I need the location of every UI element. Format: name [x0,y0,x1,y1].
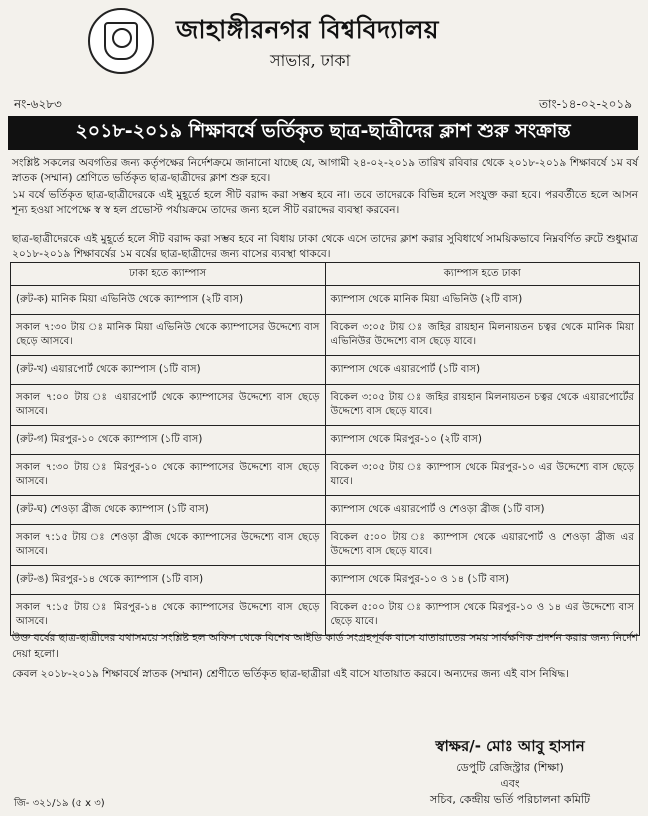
table-row [11,286,640,315]
cell-campus-to-dhaka: ক্যাম্পাস থেকে এয়ারপোর্ট (১টি বাস) [325,356,640,385]
signature-block [380,735,640,808]
cell-dhaka-to-campus: সকাল ৭:১৫ টায় ঃ শেওড়া ব্রীজ থেকে ক্যাম্পাসের উদ্দেশ্যে বাস ছেড়ে আসবে। [11,525,326,566]
paragraph-intro: সংশ্লিষ্ট সকলের অবগতির জন্য কর্তৃপক্ষের নির্দেশক্রমে জানানো যাচ্ছে যে, আগামী ২৪-০২-২০১৯ তারিখ রবিবার থেকে ২০১৮-২০১৯ শিক্ষাবর্ষে ১ম বর্ষ স্নাতক (সম্মান) শ্রেণিতে ভর্তিকৃত ছাত্র-ছাত্রীদের ক্লাশ শুরু হবে। [12,157,638,184]
table-header-row [11,263,640,286]
reference-number: নং-৬২৮৩ [14,97,62,111]
notice-date: তাং-১৪-০২-২০১৯ [539,97,632,111]
cell-campus-to-dhaka: বিকেল ৩:০৫ টায় ঃ জহির রায়হান মিলনায়তন চত্বর থেকে মানিক মিয়া এভিনিউর উদ্দেশ্যে বাস ছেড়ে যাবে। [325,315,640,356]
logo-emblem [112,28,132,48]
cell-campus-to-dhaka: ক্যাম্পাস থেকে মিরপুর-১০ ও ১৪ (১টি বাস) [325,566,640,595]
signatory-and: এবং [500,777,520,790]
table-row [11,426,640,455]
signatory-committee: সচিব, কেন্দ্রীয় ভর্তি পরিচালনা কমিটি [429,793,591,806]
notice-title-text: ২০১৮-২০১৯ শিক্ষাবর্ষে ভর্তিকৃত ছাত্র-ছাত্রীদের ক্লাশ শুরু সংক্রান্ত [75,120,571,142]
table-row [11,566,640,595]
table-row [11,315,640,356]
cell-campus-to-dhaka: বিকেল ৩:০৫ টায় ঃ জহির রায়হান মিলনায়তন চত্বর থেকে এয়ারপোর্টের উদ্দেশ্যে বাস ছেড়ে যাবে। [325,385,640,426]
table-row [11,356,640,385]
header-dhaka-to-campus: ঢাকা হতে ক্যাম্পাস [11,263,326,286]
cell-campus-to-dhaka: ক্যাম্পাস থেকে মিরপুর-১০ (২টি বাস) [325,426,640,455]
table-row [11,525,640,566]
university-location: সাভার, ঢাকা [270,51,351,70]
cell-campus-to-dhaka: ক্যাম্পাস থেকে এয়ারপোর্ট ও শেওড়া ব্রীজ (১টি বাস) [325,496,640,525]
cell-campus-to-dhaka: বিকেল ৩:০৫ টায় ঃ ক্যাম্পাস থেকে মিরপুর-১০ এর উদ্দেশ্যে বাস ছেড়ে যাবে। [325,455,640,496]
signatory-designation: ডেপুটি রেজিস্ট্রার (শিক্ষা) [456,761,564,774]
header-campus-to-dhaka: ক্যাম্পাস হতে ঢাকা [325,263,640,286]
cell-campus-to-dhaka: বিকেল ৫:০০ টায় ঃ ক্যাম্পাস থেকে এয়ারপোর্ট ও শেওড়া ব্রীজ এর উদ্দেশ্যে বাস ছেড়ে যাবে। [325,525,640,566]
university-logo-icon [88,8,154,74]
notice-title [8,116,638,150]
table-row [11,455,640,496]
table-row [11,496,640,525]
cell-dhaka-to-campus: (রুট-ঙ) মিরপুর-১৪ থেকে ক্যাম্পাস (১টি বাস) [11,566,326,595]
memo-code: জি- ৩২১/১৯ (৫ x ৩) [14,798,105,809]
signatory-name: স্বাক্ষর/- মোঃ আবু হাসান [435,737,585,755]
cell-dhaka-to-campus: (রুট-খ) এয়ারপোর্ট থেকে ক্যাম্পাস (১টি বাস) [11,356,326,385]
university-name: জাহাঙ্গীরনগর বিশ্ববিদ্যালয় [176,15,439,44]
cell-dhaka-to-campus: (রুট-গ) মিরপুর-১০ থেকে ক্যাম্পাস (১টি বাস) [11,426,326,455]
cell-dhaka-to-campus: সকাল ৭:৩০ টায় ঃ মিরপুর-১০ থেকে ক্যাম্পাসের উদ্দেশ্যে বাস ছেড়ে আসবে। [11,455,326,496]
cell-dhaka-to-campus: সকাল ৭:১৫ টায় ঃ মিরপুর-১৪ থেকে ক্যাম্পাসের উদ্দেশ্যে বাস ছেড়ে আসবে। [11,595,326,636]
cell-dhaka-to-campus: (রুট-ঘ) শেওড়া ব্রীজ থেকে ক্যাম্পাস (১টি বাস) [11,496,326,525]
table-row [11,385,640,426]
cell-dhaka-to-campus: সকাল ৭:০০ টায় ঃ এয়ারপোর্ট থেকে ক্যাম্পাসের উদ্দেশ্যে বাস ছেড়ে আসবে। [11,385,326,426]
paragraph-hall-seat: ১ম বর্ষে ভর্তিকৃত ছাত্র-ছাত্রীদেরকে এই মুহূর্তে হলে সীট বরাদ্দ করা সম্ভব হবে না। তবে তাদেরকে বিভিন্ন হলে সংযুক্ত করা হবে। পরবর্তীতে হলে আসন শূন্য হওয়া সাপেক্ষে স্ব স্ব হল প্রভোস্ট পর্যায়ক্রমে তাদের জন্য হলে সীট বরাদ্দের ব্যবস্থা করবেন। [12,189,638,216]
cell-dhaka-to-campus: সকাল ৭:৩০ টায় ঃ মানিক মিয়া এভিনিউ থেকে ক্যাম্পাসের উদ্দেশ্যে বাস ছেড়ে আসবে। [11,315,326,356]
cell-dhaka-to-campus: (রুট-ক) মানিক মিয়া এভিনিউ থেকে ক্যাম্পাস (২টি বাস) [11,286,326,315]
bus-schedule-table [10,262,640,636]
paragraph-bus-arrangement: ছাত্র-ছাত্রীদেরকে এই মুহূর্তে হলে সীট বরাদ্দ করা সম্ভব হবে না বিধায় ঢাকা থেকে এসে তাদের ক্লাশ করার সুবিধার্থে সাময়িকভাবে নিম্নবর্ণিত রুটে শুধুমাত্র ২০১৮-২০১৯ শিক্ষাবর্ষের ১ম বর্ষের ছাত্র-ছাত্রীদের জন্য বাসের ব্যবস্থা থাকবে। [12,233,638,260]
cell-campus-to-dhaka: ক্যাম্পাস থেকে মানিক মিয়া এভিনিউ (২টি বাস) [325,286,640,315]
note-id-card: উক্ত বর্ষের ছাত্র-ছাত্রীদের যথাসময়ে সংশ্লিষ্ট হল অফিস থেকে বিশেষ আইডি কার্ড সংগ্রহপূর্বক বাসে যাতায়াতের সময় সার্বক্ষণিক প্রদর্শন করার জন্য নির্দেশ দেয়া হলো। [12,632,638,660]
cell-campus-to-dhaka: বিকেল ৫:০০ টায় ঃ ক্যাম্পাস থেকে মিরপুর-১০ ও ১৪ এর উদ্দেশ্যে বাস ছেড়ে যাবে। [325,595,640,636]
note-restriction: কেবল ২০১৮-২০১৯ শিক্ষাবর্ষে স্নাতক (সম্মান) শ্রেণীতে ভর্তিকৃত ছাত্র-ছাত্রীরা এই বাসে যাতায়াত করবে। অন্যদের জন্য এই বাস নিষিদ্ধ। [12,668,569,680]
